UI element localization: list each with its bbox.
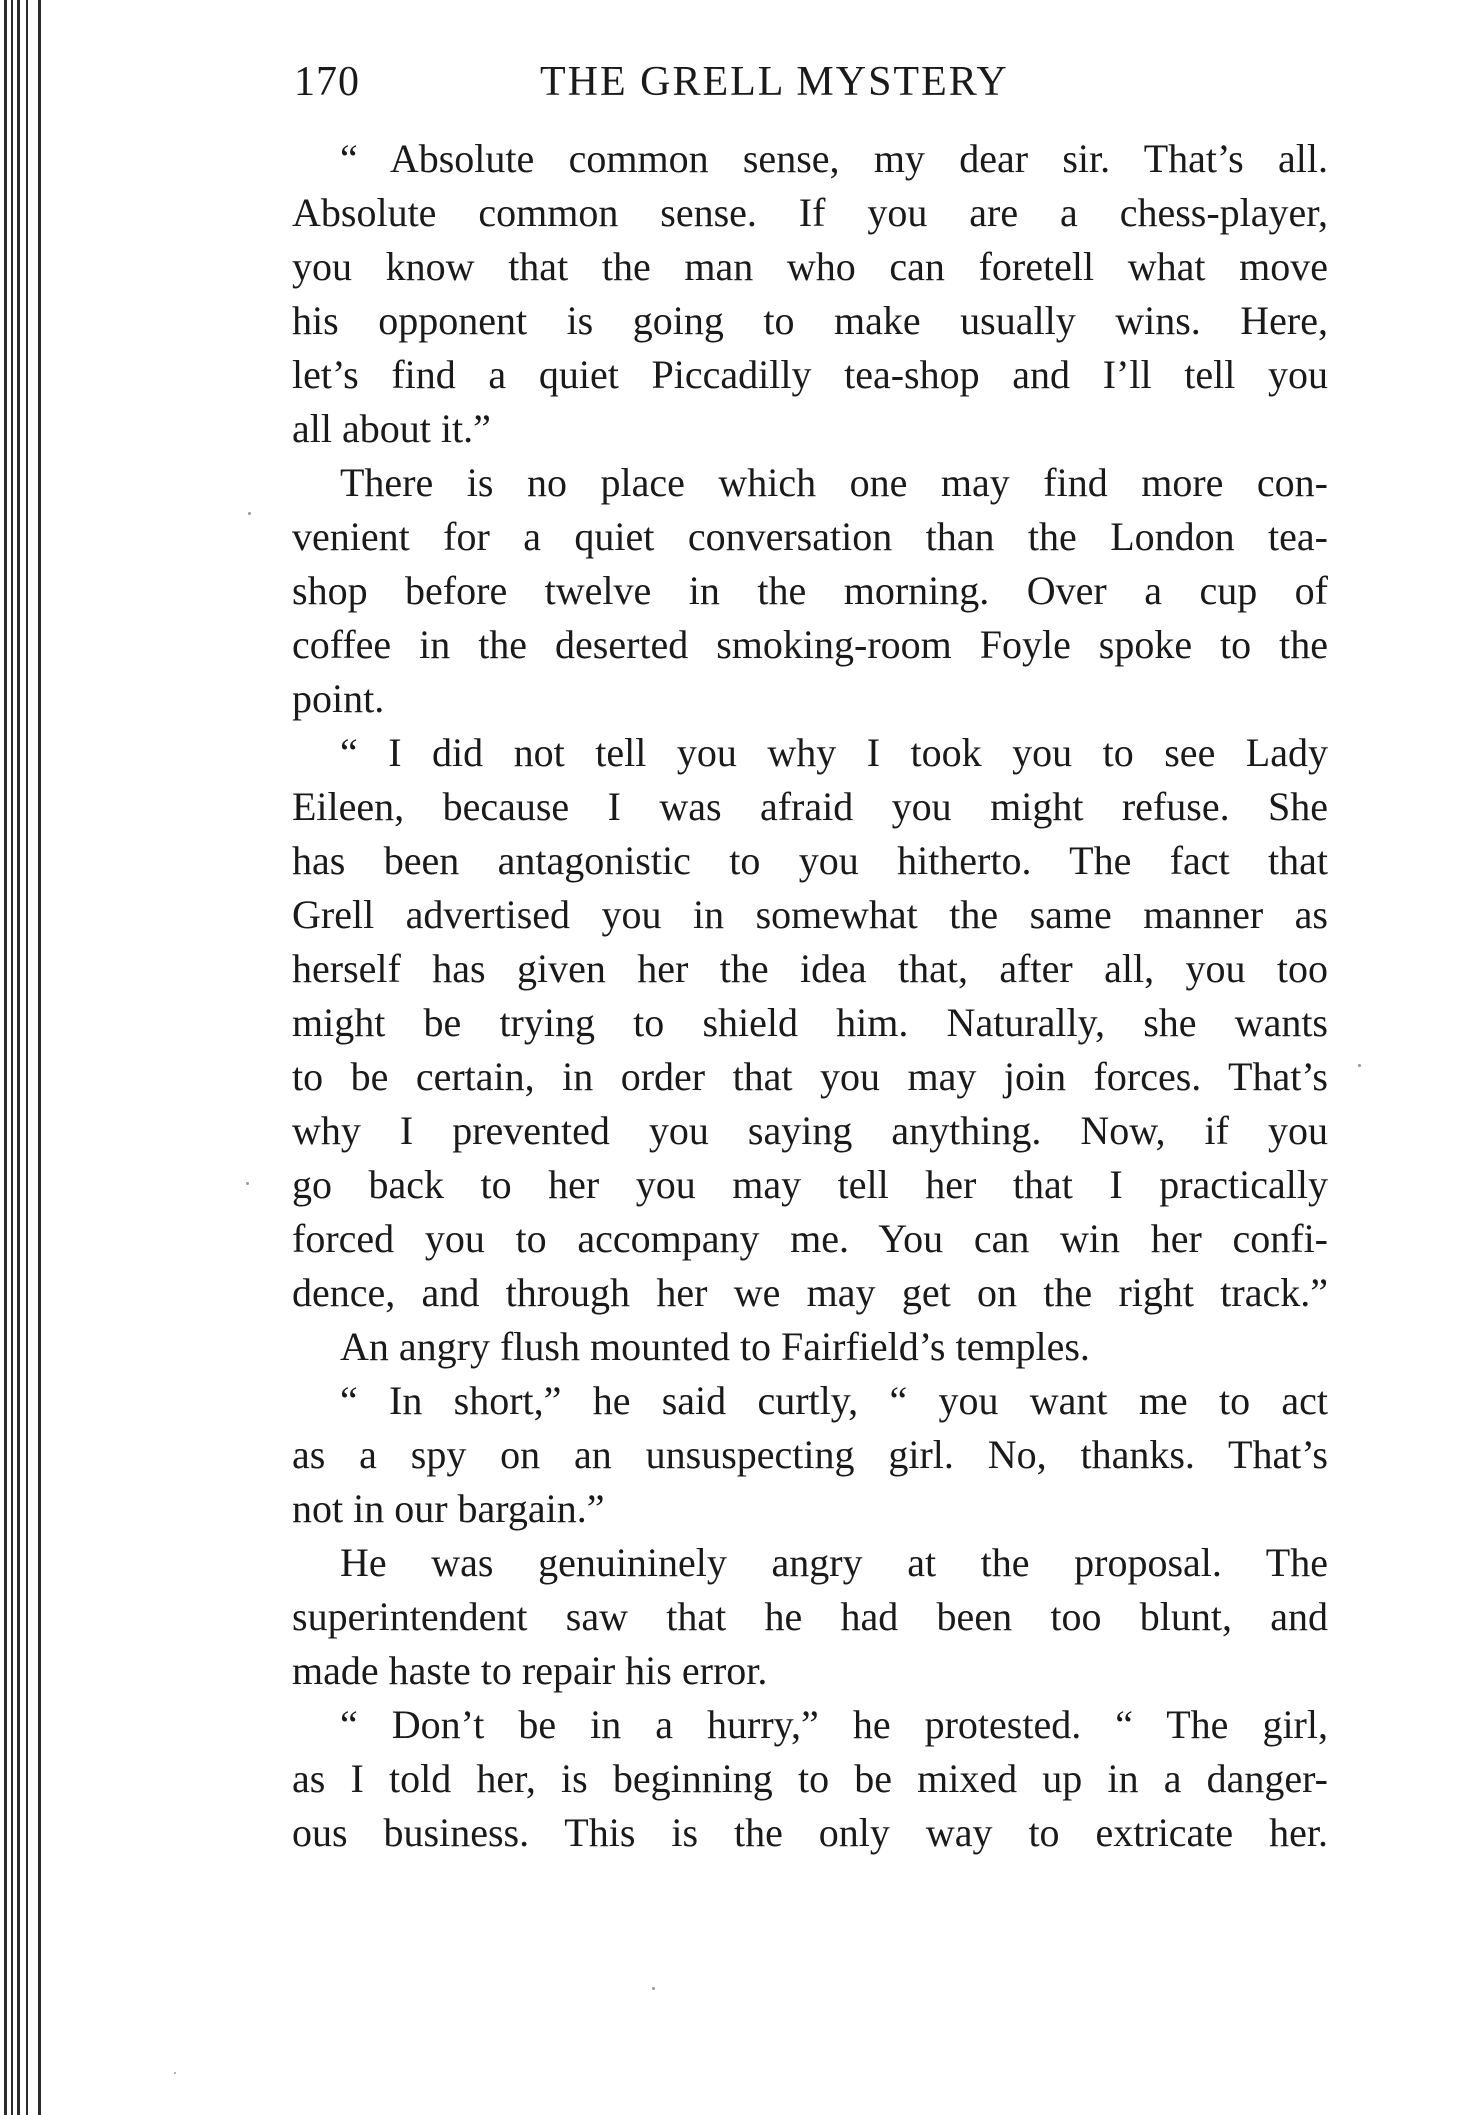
text-line: forced you to accompany me. You can win her confi- xyxy=(292,1216,1328,1261)
binding-line xyxy=(38,0,41,2115)
binding-line xyxy=(26,0,28,2115)
text-line: He was genuininely angry at the proposal. The xyxy=(340,1540,1328,1585)
text-line: superintendent saw that he had been too blunt, and xyxy=(292,1594,1328,1639)
binding-line xyxy=(11,0,13,2115)
text-line: to be certain, in order that you may join forces. That’s xyxy=(292,1054,1328,1099)
text-line: Eileen, because I was afraid you might refuse. She xyxy=(292,784,1328,829)
running-title: THE GRELL MYSTERY xyxy=(540,59,1009,105)
text-line: venient for a quiet conversation than the London tea- xyxy=(292,514,1328,559)
binding-line xyxy=(17,0,20,2115)
text-line: go back to her you may tell her that I practically xyxy=(292,1162,1328,1207)
text-line: you know that the man who can foretell what move xyxy=(292,244,1328,289)
page-header xyxy=(294,52,1328,112)
text-line: herself has given her the idea that, after all, you too xyxy=(292,946,1328,991)
text-line: as a spy on an unsuspecting girl. No, thanks. That’s xyxy=(292,1432,1328,1477)
paper-speck xyxy=(1358,1064,1361,1067)
text-line: might be trying to shield him. Naturally, she wants xyxy=(292,1000,1328,1045)
page-gutter-binding xyxy=(0,0,46,2115)
text-line: as I told her, is beginning to be mixed up in a danger- xyxy=(292,1756,1328,1801)
paper-speck xyxy=(652,1987,655,1990)
text-line: made haste to repair his error. xyxy=(292,1648,768,1693)
text-line: An angry flush mounted to Fairfield’s temples. xyxy=(340,1324,1090,1369)
paper-speck xyxy=(246,1182,249,1185)
text-line: “ I did not tell you why I took you to see Lady xyxy=(340,730,1328,775)
text-line: coffee in the deserted smoking-room Foyle spoke to the xyxy=(292,622,1328,667)
text-line: ous business. This is the only way to extricate her. xyxy=(292,1810,1328,1855)
binding-line xyxy=(4,0,7,2115)
text-line: Absolute common sense. If you are a chess-player, xyxy=(292,190,1328,235)
text-line: point. xyxy=(292,676,385,721)
text-line: has been antagonistic to you hitherto. The fact that xyxy=(292,838,1328,883)
text-line: “ In short,” he said curtly, “ you want me to act xyxy=(340,1378,1328,1423)
text-line: There is no place which one may find more con- xyxy=(340,460,1328,505)
text-line: all about it.” xyxy=(292,406,491,451)
text-line: why I prevented you saying anything. Now, if you xyxy=(292,1108,1328,1153)
text-line: his opponent is going to make usually wins. Here, xyxy=(292,298,1328,343)
text-line: not in our bargain.” xyxy=(292,1486,605,1531)
text-line: let’s find a quiet Piccadilly tea-shop and I’ll tell you xyxy=(292,352,1328,397)
text-line: dence, and through her we may get on the right track.” xyxy=(292,1270,1328,1315)
text-line: “ Don’t be in a hurry,” he protested. “ The girl, xyxy=(340,1702,1328,1747)
page-number: 170 xyxy=(294,59,360,105)
paper-speck xyxy=(174,2072,176,2074)
body-text xyxy=(292,132,1328,1860)
text-line: Grell advertised you in somewhat the same manner as xyxy=(292,892,1328,937)
text-line: shop before twelve in the morning. Over a cup of xyxy=(292,568,1328,613)
text-line: “ Absolute common sense, my dear sir. That’s all. xyxy=(340,136,1328,181)
paper-speck xyxy=(248,512,251,515)
